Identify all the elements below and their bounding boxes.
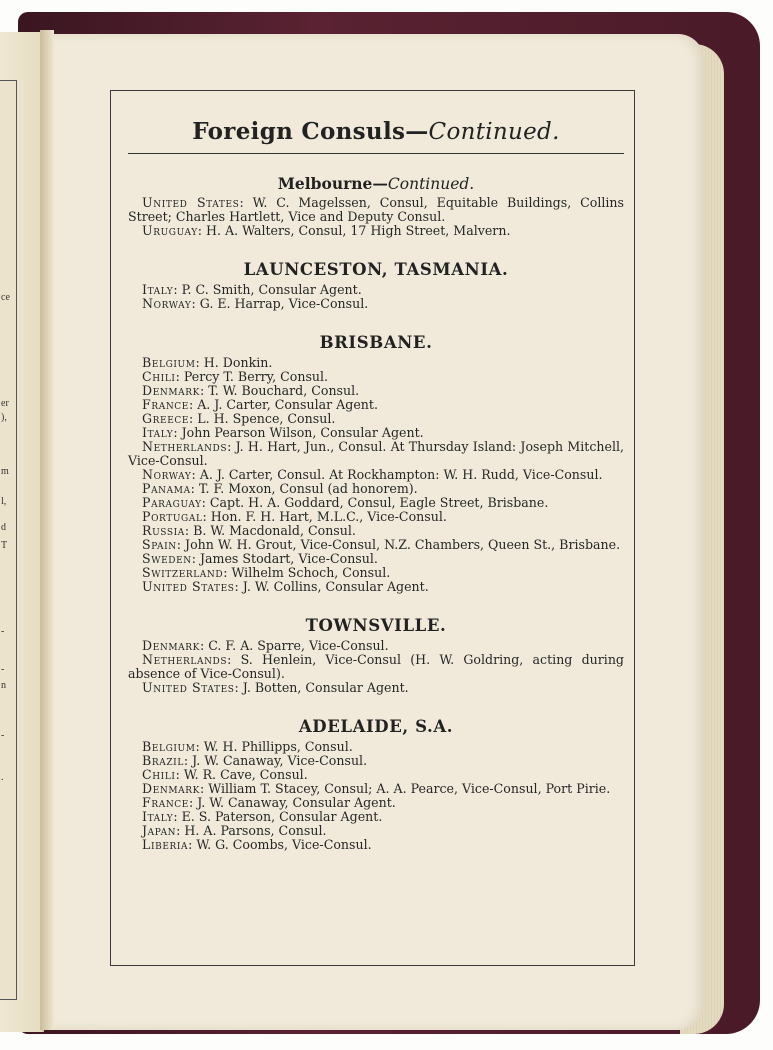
separator: : bbox=[188, 795, 198, 810]
country-name: United States bbox=[142, 680, 235, 695]
consul-entry bbox=[128, 768, 624, 782]
consul-details: W. C. Magelssen, Consul, Equitable Buildings, Collins Street; Charles Hartlett, Vice and Deputy Consul. bbox=[128, 195, 625, 224]
separator: : bbox=[188, 397, 198, 412]
consul-entry bbox=[128, 639, 624, 653]
consul-details: Percy T. Berry, Consul. bbox=[183, 369, 329, 384]
consul-details: H. A. Walters, Consul, 17 High Street, Malvern. bbox=[206, 223, 511, 238]
section-0 bbox=[128, 174, 624, 238]
separator: : bbox=[223, 565, 232, 580]
consul-entry bbox=[128, 412, 624, 426]
consul-details: H. A. Parsons, Consul. bbox=[184, 823, 327, 838]
consul-entry bbox=[128, 510, 624, 524]
consul-entry bbox=[128, 754, 624, 768]
consul-details: B. W. Macdonald, Consul. bbox=[193, 523, 356, 538]
consul-entry bbox=[128, 566, 624, 580]
page-title bbox=[128, 118, 624, 145]
consul-entry bbox=[128, 496, 624, 510]
consul-details: L. H. Spence, Consul. bbox=[197, 411, 336, 426]
country-name: Sweden bbox=[142, 551, 192, 566]
separator: : bbox=[239, 195, 253, 210]
consul-entry bbox=[128, 224, 624, 238]
separator: : bbox=[173, 282, 182, 297]
separator: : bbox=[173, 809, 182, 824]
separator: : bbox=[191, 296, 200, 311]
left-page-text-fragment: d bbox=[1, 522, 6, 533]
consul-details: Hon. F. H. Hart, M.L.C., Vice-Consul. bbox=[210, 509, 447, 524]
consul-details: W. R. Cave, Consul. bbox=[183, 767, 308, 782]
country-name: Greece bbox=[142, 411, 190, 426]
consul-details: J. W. Canaway, Vice-Consul. bbox=[192, 753, 368, 768]
left-page-text-fragment: ce bbox=[1, 292, 10, 303]
country-name: Uruguay bbox=[142, 223, 198, 238]
separator: : bbox=[234, 579, 243, 594]
title-main: Foreign Consuls bbox=[192, 118, 406, 145]
left-page-text-fragment: - bbox=[1, 664, 5, 675]
consul-entry bbox=[128, 681, 624, 695]
separator: : bbox=[201, 495, 210, 510]
country-name: Japan bbox=[142, 823, 177, 838]
separator: : bbox=[195, 355, 204, 370]
consul-entry bbox=[128, 468, 624, 482]
consul-entry bbox=[128, 824, 624, 838]
consul-details: John W. H. Grout, Vice-Consul, N.Z. Chambers, Queen St., Brisbane. bbox=[185, 537, 621, 552]
consul-details: J. Botten, Consular Agent. bbox=[242, 680, 409, 695]
consul-details: H. Donkin. bbox=[203, 355, 273, 370]
separator: : bbox=[195, 739, 204, 754]
consul-entry bbox=[128, 426, 624, 440]
consul-entry bbox=[128, 653, 624, 681]
consul-entry bbox=[128, 524, 624, 538]
consul-entry bbox=[128, 440, 624, 468]
consul-entry bbox=[128, 810, 624, 824]
separator: : bbox=[184, 523, 194, 538]
separator: : bbox=[227, 652, 241, 667]
consul-details: E. S. Paterson, Consular Agent. bbox=[181, 809, 383, 824]
country-name: Denmark bbox=[142, 638, 200, 653]
subheading-main: Melbourne bbox=[277, 174, 373, 193]
left-page-text-fragment: . bbox=[1, 772, 4, 783]
consul-details: W. G. Coombs, Vice-Consul. bbox=[196, 837, 372, 852]
consul-details: G. E. Harrap, Vice-Consul. bbox=[199, 296, 369, 311]
country-name: Netherlands bbox=[142, 439, 228, 454]
separator: : bbox=[175, 369, 184, 384]
consul-entry bbox=[128, 384, 624, 398]
consul-details: James Stodart, Vice-Consul. bbox=[199, 551, 378, 566]
separator: : bbox=[173, 425, 182, 440]
city-heading: ADELAIDE, S.A. bbox=[298, 717, 454, 736]
country-name: Belgium bbox=[142, 739, 196, 754]
left-page-edge bbox=[0, 32, 44, 1032]
consul-list bbox=[128, 740, 624, 852]
country-name: Portugal bbox=[142, 509, 203, 524]
section-3 bbox=[128, 616, 624, 695]
country-name: Chili bbox=[142, 369, 176, 384]
separator: : bbox=[191, 551, 200, 566]
consul-details: C. F. A. Sparre, Vice-Consul. bbox=[208, 638, 389, 653]
separator: : bbox=[189, 411, 198, 426]
consul-entry bbox=[128, 782, 624, 796]
subheading-continued: Continued. bbox=[387, 175, 475, 193]
country-name: Russia bbox=[142, 523, 185, 538]
left-page-text-fragment: l, bbox=[1, 496, 7, 507]
page-content bbox=[128, 100, 624, 874]
consul-details: Wilhelm Schoch, Consul. bbox=[231, 565, 391, 580]
country-name: Norway bbox=[142, 467, 192, 482]
consul-details: Capt. H. A. Goddard, Consul, Eagle Street, Brisbane. bbox=[209, 495, 549, 510]
separator: : bbox=[227, 439, 236, 454]
left-page-text-fragment: - bbox=[1, 730, 5, 741]
country-name: Switzerland bbox=[142, 565, 224, 580]
left-page-text-fragment: - bbox=[1, 626, 5, 637]
separator: : bbox=[234, 680, 243, 695]
consul-details: J. W. Canaway, Consular Agent. bbox=[197, 795, 396, 810]
consul-details: John Pearson Wilson, Consular Agent. bbox=[181, 425, 424, 440]
consul-details: A. J. Carter, Consul. At Rockhampton: W. H. Rudd, Vice-Consul. bbox=[199, 467, 603, 482]
separator: : bbox=[199, 638, 209, 653]
country-name: Brazil bbox=[142, 753, 184, 768]
country-name: Netherlands bbox=[142, 652, 228, 667]
country-name: Norway bbox=[142, 296, 192, 311]
consul-list bbox=[128, 356, 624, 594]
country-name: United States bbox=[142, 195, 240, 210]
consul-entry bbox=[128, 740, 624, 754]
city-heading: TOWNSVILLE. bbox=[305, 616, 447, 635]
consul-entry bbox=[128, 297, 624, 311]
separator: : bbox=[202, 509, 211, 524]
title-rule bbox=[128, 153, 624, 154]
country-name: Italy bbox=[142, 425, 174, 440]
title-continued: Continued. bbox=[428, 119, 560, 145]
country-name: Italy bbox=[142, 809, 174, 824]
country-name: Italy bbox=[142, 282, 174, 297]
separator: : bbox=[199, 781, 209, 796]
country-name: France bbox=[142, 397, 189, 412]
country-name: Chili bbox=[142, 767, 176, 782]
separator: : bbox=[199, 383, 209, 398]
consul-details: T. W. Bouchard, Consul. bbox=[208, 383, 360, 398]
consul-entry bbox=[128, 838, 624, 852]
country-name: Panama bbox=[142, 481, 191, 496]
country-name: Denmark bbox=[142, 383, 200, 398]
left-page-text-fragment: n bbox=[1, 680, 6, 691]
left-page-text-fragment: T bbox=[1, 540, 8, 551]
consul-details: J. H. Hart, Jun., Consul. At Thursday Island: Joseph Mitchell, Vice-Consul. bbox=[128, 439, 624, 468]
title-dash: — bbox=[405, 118, 429, 145]
consul-details: W. H. Phillipps, Consul. bbox=[203, 739, 353, 754]
consul-details: J. W. Collins, Consular Agent. bbox=[242, 579, 429, 594]
consul-entry bbox=[128, 398, 624, 412]
section-1 bbox=[128, 260, 624, 311]
left-page-text-fragment: ), bbox=[1, 412, 7, 423]
consul-entry bbox=[128, 283, 624, 297]
consul-entry bbox=[128, 356, 624, 370]
subheading-dash: — bbox=[372, 174, 388, 193]
separator: : bbox=[183, 753, 193, 768]
consul-details: P. C. Smith, Consular Agent. bbox=[181, 282, 362, 297]
country-name: Belgium bbox=[142, 355, 196, 370]
consul-sections bbox=[128, 174, 624, 852]
consul-entry bbox=[128, 370, 624, 384]
section-4 bbox=[128, 717, 624, 852]
consul-details: William T. Stacey, Consul; A. A. Pearce, Vice-Consul, Port Pirie. bbox=[208, 781, 611, 796]
consul-list bbox=[128, 196, 624, 238]
separator: : bbox=[188, 837, 197, 852]
separator: : bbox=[175, 767, 184, 782]
section-2 bbox=[128, 333, 624, 594]
left-page-text-fragment: er bbox=[1, 398, 9, 409]
country-name: France bbox=[142, 795, 189, 810]
country-name: Liberia bbox=[142, 837, 189, 852]
consul-details: S. Henlein, Vice-Consul (H. W. Goldring, acting during absence of Vice-Consul). bbox=[128, 652, 624, 681]
consul-entry bbox=[128, 196, 624, 224]
consul-entry bbox=[128, 796, 624, 810]
separator: : bbox=[176, 823, 185, 838]
separator: : bbox=[197, 223, 206, 238]
section-subheading bbox=[128, 174, 624, 193]
consul-entry bbox=[128, 580, 624, 594]
city-heading: LAUNCESTON, TASMANIA. bbox=[243, 260, 509, 279]
left-page-text-fragment: m bbox=[1, 466, 9, 477]
separator: : bbox=[176, 537, 186, 552]
consul-list bbox=[128, 283, 624, 311]
country-name: Denmark bbox=[142, 781, 200, 796]
country-name: United States bbox=[142, 579, 235, 594]
book-gutter bbox=[40, 30, 54, 1030]
consul-entry bbox=[128, 482, 624, 496]
country-name: Spain bbox=[142, 537, 177, 552]
country-name: Paraguay bbox=[142, 495, 202, 510]
consul-list bbox=[128, 639, 624, 695]
city-heading: BRISBANE. bbox=[319, 333, 433, 352]
separator: : bbox=[190, 481, 199, 496]
consul-details: T. F. Moxon, Consul (ad honorem). bbox=[198, 481, 418, 496]
consul-details: A. J. Carter, Consular Agent. bbox=[197, 397, 378, 412]
separator: : bbox=[191, 467, 200, 482]
consul-entry bbox=[128, 538, 624, 552]
consul-entry bbox=[128, 552, 624, 566]
